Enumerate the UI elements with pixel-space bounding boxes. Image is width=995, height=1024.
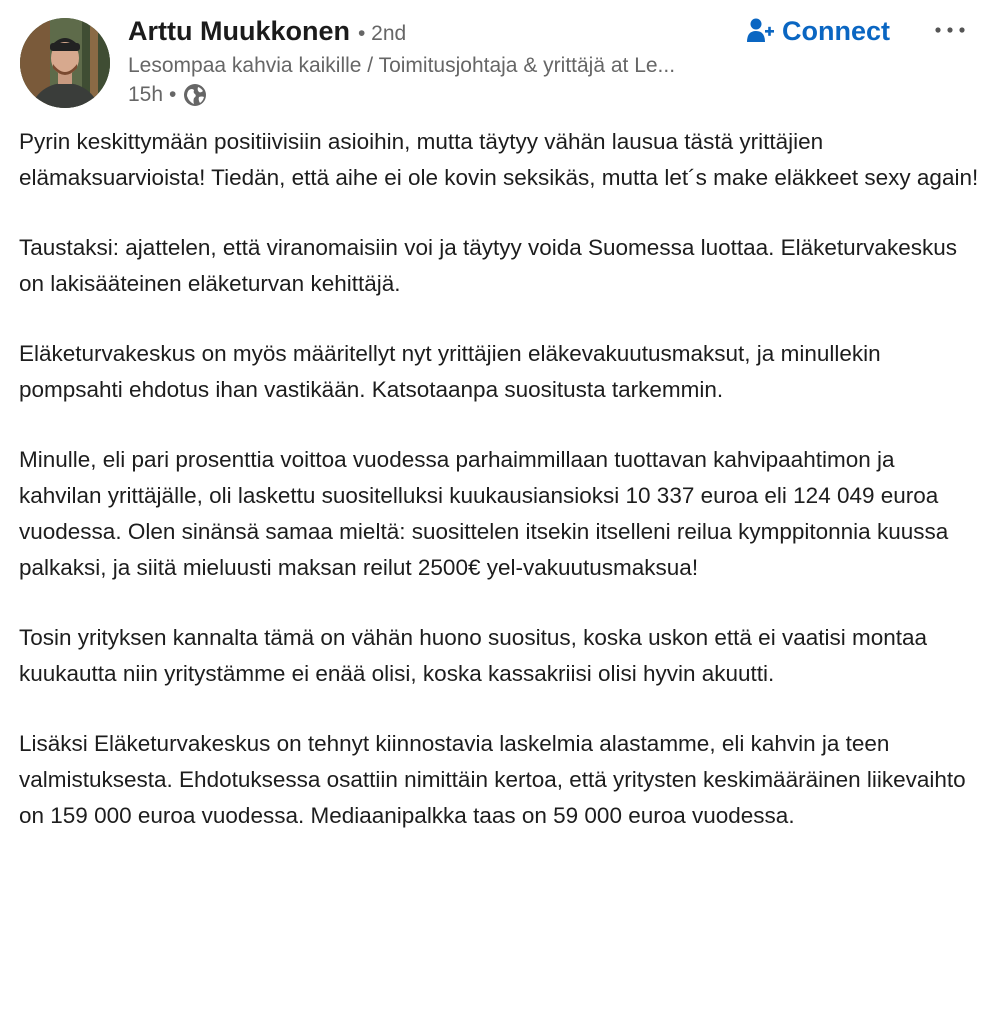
author-name-row <box>128 16 406 52</box>
post-time[interactable]: 15h <box>128 83 164 106</box>
globe-icon <box>182 82 208 108</box>
post-body <box>19 124 979 868</box>
profile-photo <box>20 18 110 108</box>
post-meta <box>128 82 208 108</box>
meta-separator: • <box>169 83 177 106</box>
connect-button[interactable] <box>746 12 890 50</box>
post-paragraph: Minulle, eli pari prosenttia voittoa vuodessa parhaimmillaan tuottavan kahvipaahtimon ja kahvilan yrittäjälle, oli laskettu suositelluksi kuukausiansioksi 10 337 euroa eli 124 049 euroa vuodessa. Olen sinänsä samaa mieltä: suosittelen itsekin itselleni reilua kymppitonnia kuussa palkaksi, ja siitä mieluusti maksan reilut 2500€ yel-vakuutusmaksua! <box>19 447 949 580</box>
more-options-icon <box>933 25 967 35</box>
post-paragraph: Pyrin keskittymään positiivisiin asioihin, mutta täytyy vähän lausua tästä yrittäjien elämaksuarvioista! Tiedän, että aihe ei ole kovin seksikäs, mutta let´s make eläkkeet sexy again! <box>19 129 979 190</box>
post-paragraph: Eläketurvakeskus on myös määritellyt nyt yrittäjien eläkevakuutusmaksut, ja minullekin pompsahti ehdotus ihan vastikään. Katsotaanpa suositusta tarkemmin. <box>19 341 881 402</box>
connect-label: Connect <box>782 15 890 46</box>
add-person-icon <box>746 16 776 46</box>
post-paragraph: Taustaksi: ajattelen, että viranomaisiin voi ja täytyy voida Suomessa luottaa. Eläketurvakeskus on lakisääteinen eläketurvan kehittäjä. <box>19 235 957 296</box>
author-headline[interactable]: Lesompaa kahvia kaikille / Toimitusjohtaja & yrittäjä at Le... <box>128 54 676 77</box>
connection-degree: • 2nd <box>358 22 407 45</box>
post-header <box>0 0 995 120</box>
post-paragraph: Tosin yrityksen kannalta tämä on vähän huono suositus, koska uskon että ei vaatisi montaa kuukautta niin yritystämme ei enää olisi, koska kassakriisi olisi hyvin akuutti. <box>19 625 928 686</box>
author-name[interactable]: Arttu Muukkonen <box>128 16 350 46</box>
more-options-button[interactable] <box>928 12 972 48</box>
post-paragraph: Lisäksi Eläketurvakeskus on tehnyt kiinnostavia laskelmia alastamme, eli kahvin ja teen valmistuksesta. Ehdotuksessa osattiin nimittäin kertoa, että yritysten keskimääräinen liikevaihto on 159 000 euroa vuodessa. Mediaanipalkka taas on 59 000 euroa vuodessa. <box>19 731 966 828</box>
avatar[interactable] <box>20 18 110 108</box>
